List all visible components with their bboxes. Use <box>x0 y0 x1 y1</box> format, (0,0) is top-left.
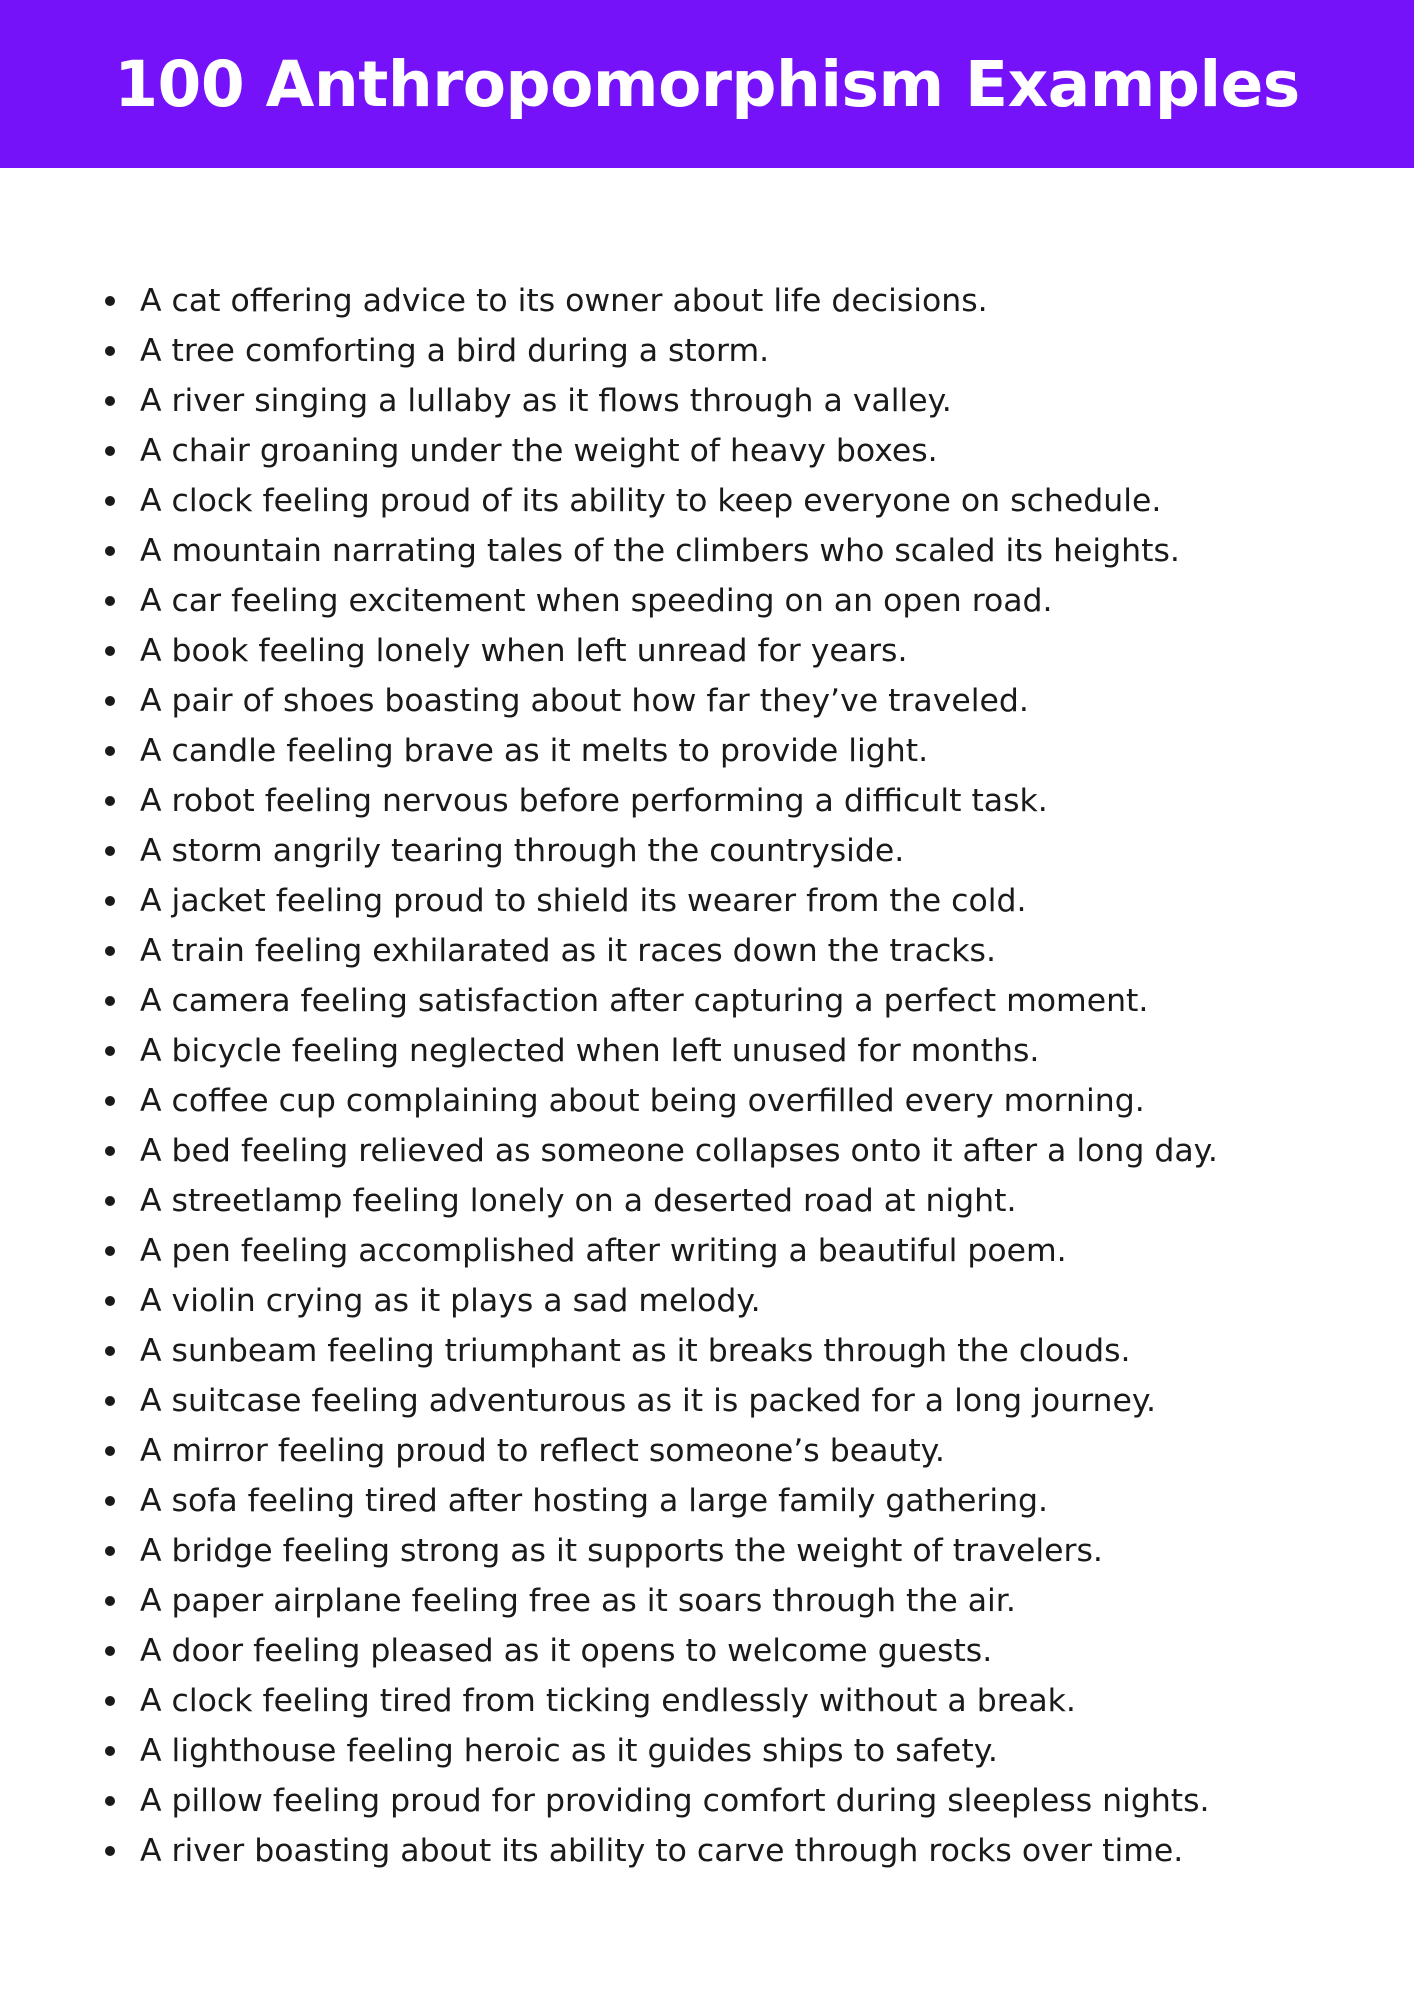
bullet-icon <box>105 946 115 956</box>
list-item <box>0 1526 1414 1576</box>
bullet-icon <box>105 546 115 556</box>
bullet-icon <box>105 1446 115 1456</box>
list-item <box>0 1376 1414 1426</box>
bullet-icon <box>105 1146 115 1156</box>
list-item <box>0 1176 1414 1226</box>
list-item-text: A clock feeling proud of its ability to keep everyone on schedule. <box>140 483 1162 519</box>
list-item <box>0 626 1414 676</box>
list-item <box>0 926 1414 976</box>
bullet-icon <box>105 346 115 356</box>
list-item <box>0 1226 1414 1276</box>
bullet-icon <box>105 596 115 606</box>
page-title: 100 Anthropomorphism Examples <box>114 47 1300 121</box>
bullet-icon <box>105 746 115 756</box>
bullet-icon <box>105 1346 115 1356</box>
list-item-text: A sofa feeling tired after hosting a large family gathering. <box>140 1483 1049 1519</box>
bullet-icon <box>105 846 115 856</box>
list-item-text: A pen feeling accomplished after writing a beautiful poem. <box>140 1233 1067 1269</box>
list-item-text: A bicycle feeling neglected when left unused for months. <box>140 1033 1040 1069</box>
bullet-icon <box>105 1246 115 1256</box>
list-item-text: A bridge feeling strong as it supports the weight of travelers. <box>140 1533 1103 1569</box>
bullet-icon <box>105 1846 115 1856</box>
examples-list <box>0 276 1414 1876</box>
list-item <box>0 1076 1414 1126</box>
bullet-icon <box>105 1796 115 1806</box>
list-item-text: A paper airplane feeling free as it soars through the air. <box>140 1583 1016 1619</box>
list-item-text: A river singing a lullaby as it flows through a valley. <box>140 383 952 419</box>
list-item <box>0 776 1414 826</box>
bullet-icon <box>105 1596 115 1606</box>
bullet-icon <box>105 1746 115 1756</box>
list-item-text: A sunbeam feeling triumphant as it breaks through the clouds. <box>140 1333 1131 1369</box>
list-item <box>0 726 1414 776</box>
list-item <box>0 876 1414 926</box>
list-item <box>0 1326 1414 1376</box>
list-item <box>0 976 1414 1026</box>
list-item-text: A robot feeling nervous before performing a difficult task. <box>140 783 1048 819</box>
bullet-icon <box>105 1296 115 1306</box>
bullet-icon <box>105 1046 115 1056</box>
bullet-icon <box>105 696 115 706</box>
list-item <box>0 526 1414 576</box>
list-item <box>0 676 1414 726</box>
list-item-text: A storm angrily tearing through the countryside. <box>140 833 905 869</box>
bullet-icon <box>105 646 115 656</box>
list-item <box>0 326 1414 376</box>
list-item <box>0 1426 1414 1476</box>
list-item-text: A book feeling lonely when left unread for years. <box>140 633 908 669</box>
bullet-icon <box>105 446 115 456</box>
list-item <box>0 1476 1414 1526</box>
list-item-text: A tree comforting a bird during a storm. <box>140 333 770 369</box>
list-item-text: A violin crying as it plays a sad melody. <box>140 1283 761 1319</box>
list-item-text: A door feeling pleased as it opens to welcome guests. <box>140 1633 993 1669</box>
bullet-icon <box>105 1196 115 1206</box>
list-item <box>0 1576 1414 1626</box>
list-item-text: A train feeling exhilarated as it races down the tracks. <box>140 933 996 969</box>
list-item-text: A candle feeling brave as it melts to provide light. <box>140 733 929 769</box>
list-item <box>0 1126 1414 1176</box>
list-item-text: A cat offering advice to its owner about life decisions. <box>140 283 988 319</box>
bullet-icon <box>105 1496 115 1506</box>
list-item-text: A jacket feeling proud to shield its wearer from the cold. <box>140 883 1027 919</box>
list-item-text: A clock feeling tired from ticking endlessly without a break. <box>140 1683 1076 1719</box>
list-item-text: A camera feeling satisfaction after capturing a perfect moment. <box>140 983 1149 1019</box>
bullet-icon <box>105 1696 115 1706</box>
list-item <box>0 1776 1414 1826</box>
bullet-icon <box>105 396 115 406</box>
list-item-text: A chair groaning under the weight of heavy boxes. <box>140 433 938 469</box>
list-item <box>0 376 1414 426</box>
list-item <box>0 1026 1414 1076</box>
list-item <box>0 426 1414 476</box>
list-item-text: A car feeling excitement when speeding on an open road. <box>140 583 1053 619</box>
list-item-text: A mirror feeling proud to reflect someone’s beauty. <box>140 1433 945 1469</box>
list-item <box>0 1826 1414 1876</box>
list-item-text: A pair of shoes boasting about how far they’ve traveled. <box>140 683 1029 719</box>
bullet-icon <box>105 496 115 506</box>
list-item-text: A mountain narrating tales of the climbers who scaled its heights. <box>140 533 1180 569</box>
list-item-text: A river boasting about its ability to carve through rocks over time. <box>140 1833 1184 1869</box>
bullet-icon <box>105 796 115 806</box>
list-item <box>0 476 1414 526</box>
bullet-icon <box>105 896 115 906</box>
list-item <box>0 576 1414 626</box>
list-item-text: A streetlamp feeling lonely on a deserted road at night. <box>140 1183 1017 1219</box>
header-banner <box>0 0 1414 168</box>
list-item-text: A lighthouse feeling heroic as it guides ships to safety. <box>140 1733 998 1769</box>
list-item-text: A bed feeling relieved as someone collapses onto it after a long day. <box>140 1133 1218 1169</box>
list-item <box>0 276 1414 326</box>
list-item <box>0 1276 1414 1326</box>
list-item <box>0 826 1414 876</box>
list-item <box>0 1626 1414 1676</box>
bullet-icon <box>105 996 115 1006</box>
list-item-text: A coffee cup complaining about being overfilled every morning. <box>140 1083 1145 1119</box>
list-item-text: A suitcase feeling adventurous as it is packed for a long journey. <box>140 1383 1156 1419</box>
bullet-icon <box>105 1096 115 1106</box>
bullet-icon <box>105 1646 115 1656</box>
list-item <box>0 1676 1414 1726</box>
bullet-icon <box>105 1396 115 1406</box>
list-item <box>0 1726 1414 1776</box>
bullet-icon <box>105 1546 115 1556</box>
list-item-text: A pillow feeling proud for providing comfort during sleepless nights. <box>140 1783 1210 1819</box>
bullet-icon <box>105 296 115 306</box>
